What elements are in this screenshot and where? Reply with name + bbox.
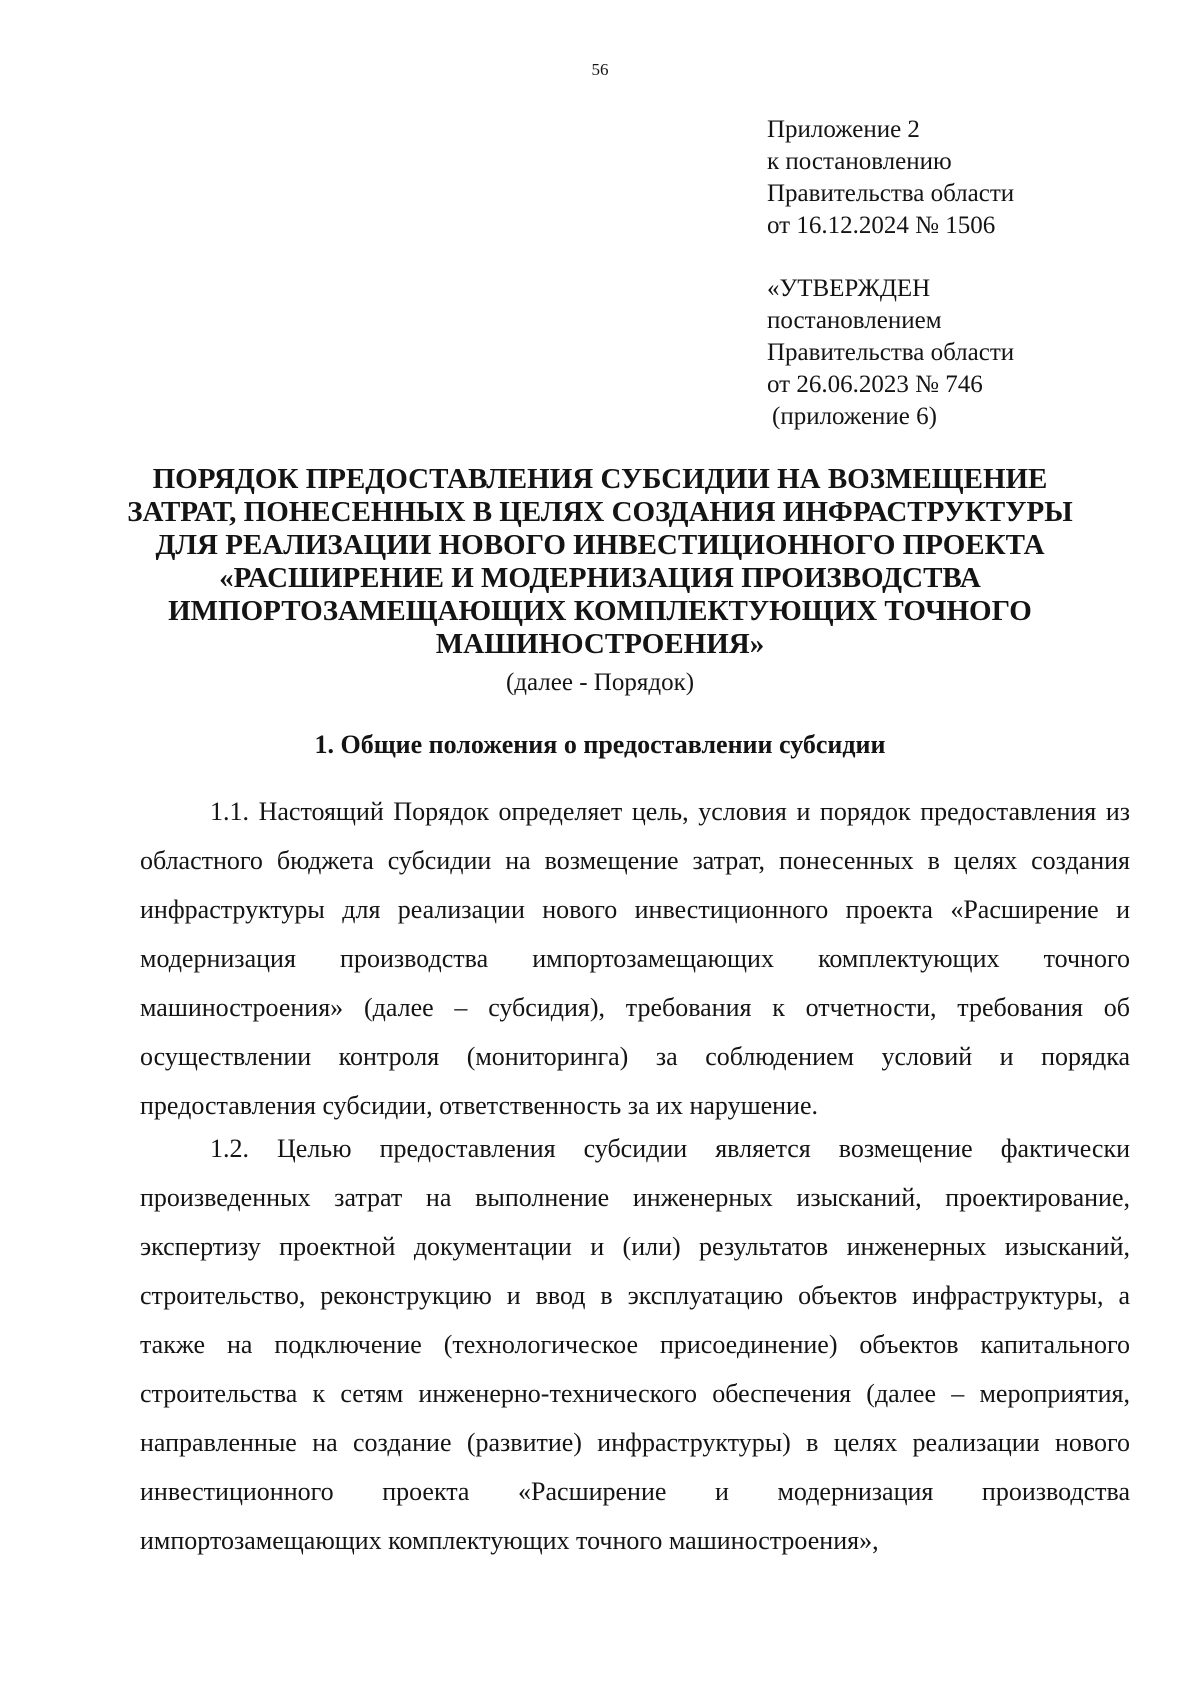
approval-line: «УТВЕРЖДЕН bbox=[767, 275, 931, 302]
section-heading: 1. Общие положения о предоставлении субсидии bbox=[314, 730, 886, 759]
appendix-block bbox=[767, 114, 1187, 242]
approval-line: от 26.06.2023 № 746 bbox=[767, 371, 983, 398]
document-title bbox=[100, 463, 1100, 661]
title-line: ПОРЯДОК ПРЕДОСТАВЛЕНИЯ СУБСИДИИ НА ВОЗМЕЩЕНИЕ bbox=[152, 463, 1048, 495]
title-line: ИМПОРТОЗАМЕЩАЮЩИХ КОМПЛЕКТУЮЩИХ ТОЧНОГО bbox=[168, 595, 1032, 627]
approval-line: постановлением bbox=[767, 307, 942, 334]
title-line: «РАСШИРЕНИЕ И МОДЕРНИЗАЦИЯ ПРОИЗВОДСТВА bbox=[219, 562, 981, 594]
title-line: МАШИНОСТРОЕНИЯ» bbox=[435, 628, 765, 660]
approval-line: (приложение 6) bbox=[772, 403, 937, 430]
paragraph-1-2: 1.2. Целью предоставления субсидии является возмещение фактически произведенных затрат на выполнение инженерных изысканий, проектирование, экспертизу проектной документации и (или) результатов инженерных изысканий, строительство, реконструкцию и ввод в эксплуатацию объектов инфраструктуры, а также на подключение (технологическое присоединение) объектов капитального строительства к сетям инженерно-технического обеспечения (далее – мероприятия, направленные на создание (развитие) инфраструктуры) в целях реализации нового инвестиционного проекта «Расширение и модернизация производства импортозамещающих комплектующих точного машиностроения», bbox=[140, 1134, 1130, 1555]
appendix-line: Приложение 2 bbox=[767, 116, 920, 143]
page-number: 56 bbox=[591, 60, 609, 79]
approval-block bbox=[767, 273, 1187, 433]
appendix-line: Правительства области bbox=[767, 180, 1015, 207]
paragraph-1-1: 1.1. Настоящий Порядок определяет цель, условия и порядок предоставления из областного бюджета субсидии на возмещение затрат, понесенных в целях создания инфраструктуры для реализации нового инвестиционного проекта «Расширение и модернизация производства импортозамещающих комплектующих точного машиностроения» (далее – субсидия), требования к отчетности, требования об осуществлении контроля (мониторинга) за соблюдением условий и порядка предоставления субсидии, ответственность за их нарушение. bbox=[140, 797, 1130, 1120]
appendix-line: от 16.12.2024 № 1506 bbox=[767, 212, 996, 239]
approval-line: Правительства области bbox=[767, 339, 1015, 366]
appendix-line: к постановлению bbox=[767, 148, 952, 175]
title-line: ДЛЯ РЕАЛИЗАЦИИ НОВОГО ИНВЕСТИЦИОННОГО ПРОЕКТА bbox=[155, 529, 1045, 561]
document-subtitle: (далее - Порядок) bbox=[505, 669, 695, 696]
title-line: ЗАТРАТ, ПОНЕСЕННЫХ В ЦЕЛЯХ СОЗДАНИЯ ИНФРАСТРУКТУРЫ bbox=[127, 496, 1073, 528]
